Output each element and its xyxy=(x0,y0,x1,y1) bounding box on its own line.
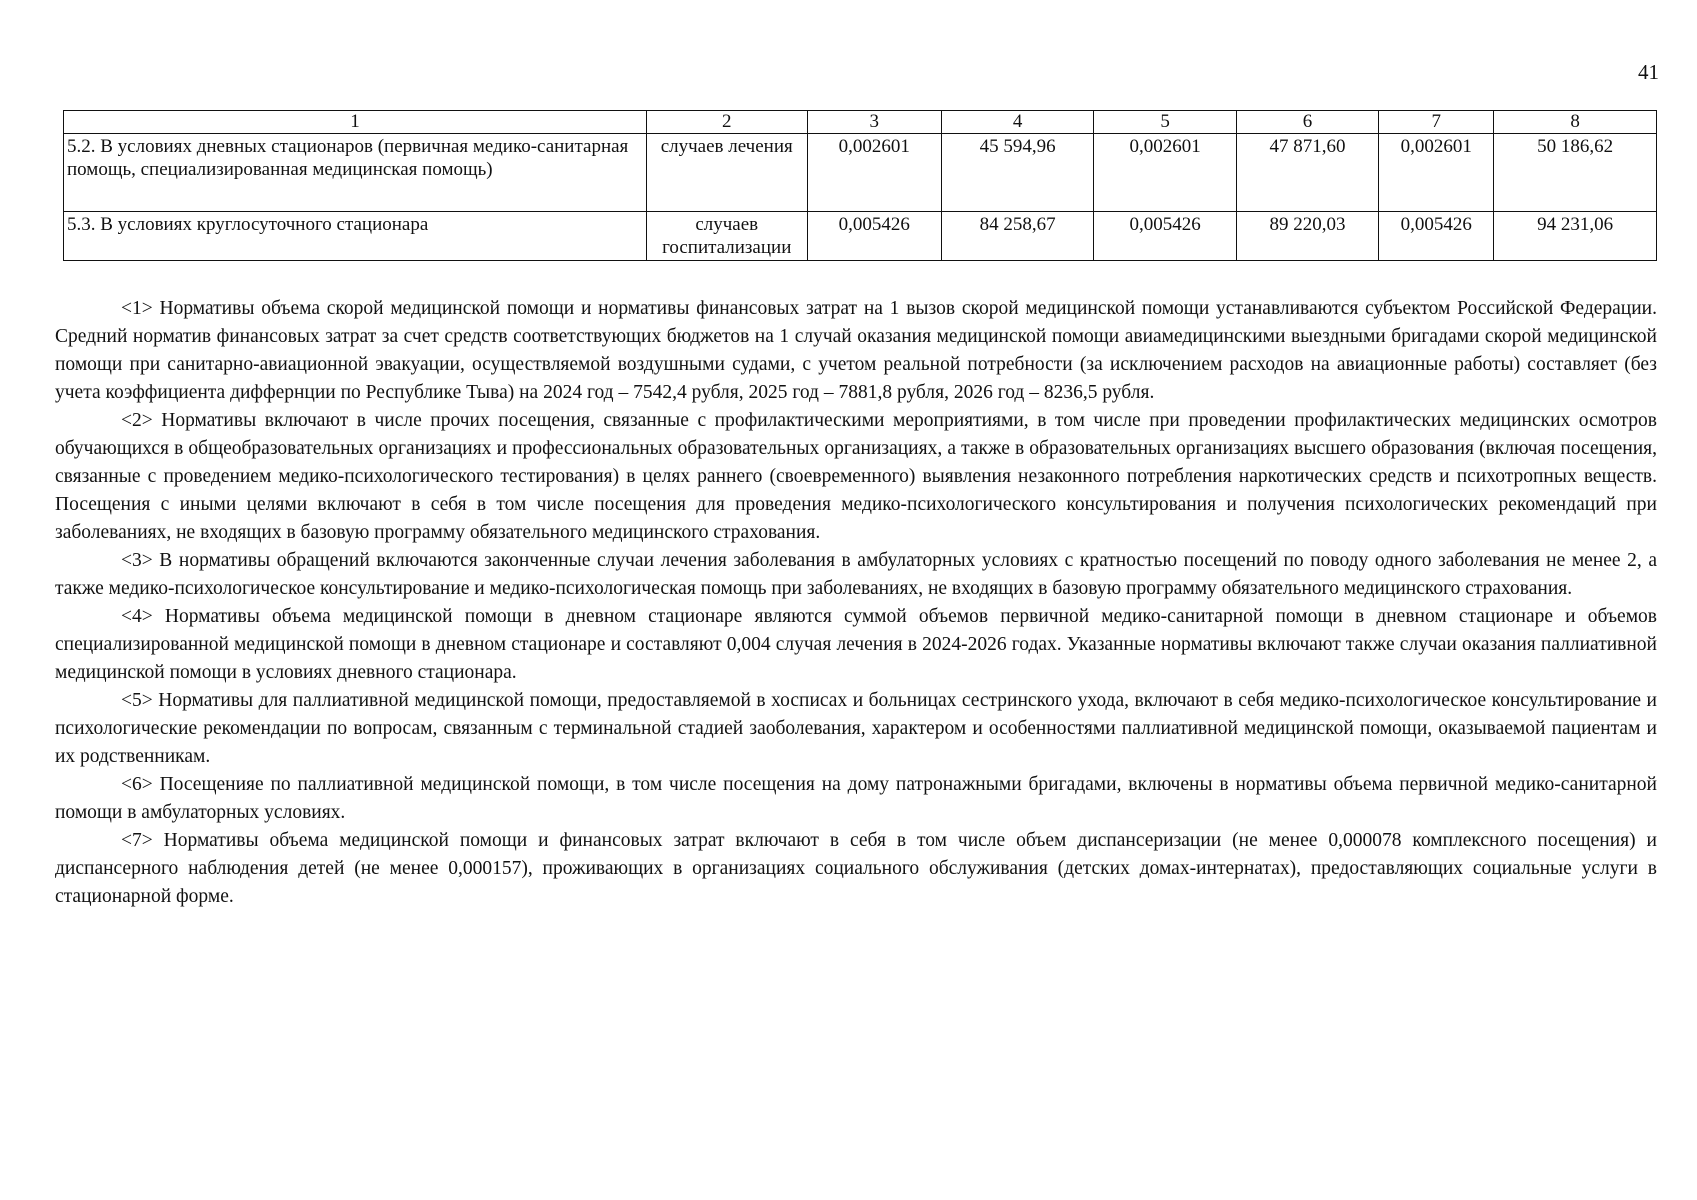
column-number: 7 xyxy=(1379,111,1494,134)
footnote-3: <3> В нормативы обращений включаются законченные случаи лечения заболевания в амбулаторных условиях с кратностью посещений по поводу одного заболевания не менее 2, а также медико-психологическое консультирование и медико-психологическая помощь при заболеваниях, не входящих в базовую программу обязательного медицинского страхования. xyxy=(55,550,1657,599)
row-value: 0,005426 xyxy=(1379,212,1494,261)
row-value: 0,002601 xyxy=(807,134,941,212)
page-number: 41 xyxy=(1638,60,1659,84)
column-number: 6 xyxy=(1236,111,1378,134)
row-value: 0,002601 xyxy=(1094,134,1236,212)
norms-table xyxy=(63,110,1657,261)
table-row xyxy=(64,212,1657,261)
row-value: 84 258,67 xyxy=(941,212,1094,261)
row-value: 89 220,03 xyxy=(1236,212,1378,261)
row-name: 5.2. В условиях дневных стационаров (первичная медико-санитарная помощь, специализированная медицинская помощь) xyxy=(64,134,647,212)
footnote-4: <4> Нормативы объема медицинской помощи в дневном стационаре являются суммой объемов первичной медико-санитарной помощи в дневном стационаре и объемов специализированной медицинской помощи в дневном стационаре и составляют 0,004 случая лечения в 2024-2026 годах. Указанные нормативы включают также случаи оказания паллиативной медицинской помощи в условиях дневного стационара. xyxy=(55,606,1657,683)
footnote-7: <7> Нормативы объема медицинской помощи и финансовых затрат включают в себя в том числе объем диспансеризации (не менее 0,000078 комплексного посещения) и диспансерного наблюдения детей (не менее 0,000157), проживающих в организациях социального обслуживания (детских домах-интернатах), предоставляющих социальные услуги в стационарной форме. xyxy=(55,830,1657,907)
table-header-row xyxy=(64,111,1657,134)
footnote-6: <6> Посещенияе по паллиативной медицинской помощи, в том числе посещения на дому патронажными бригадами, включены в нормативы объема первичной медико-санитарной помощи в амбулаторных условиях. xyxy=(55,774,1657,823)
column-number: 3 xyxy=(807,111,941,134)
row-name: 5.3. В условиях круглосуточного стационара xyxy=(64,212,647,261)
row-unit: случаев лечения xyxy=(646,134,807,212)
row-value: 47 871,60 xyxy=(1236,134,1378,212)
row-value: 50 186,62 xyxy=(1494,134,1657,212)
footnote-5: <5> Нормативы для паллиативной медицинской помощи, предоставляемой в хосписах и больницах сестринского ухода, включают в себя медико-психологическое консультирование и психологические рекомендации по вопросам, связанным с терминальной стадией заоболевания, характером и особенностями паллиативной медицинской помощи, оказываемой пациентам и их родственникам. xyxy=(55,690,1657,767)
row-value: 0,002601 xyxy=(1379,134,1494,212)
row-value: 0,005426 xyxy=(1094,212,1236,261)
column-number: 5 xyxy=(1094,111,1236,134)
column-number: 4 xyxy=(941,111,1094,134)
footnote-2: <2> Нормативы включают в числе прочих посещения, связанные с профилактическими мероприятиями, в том числе при проведении профилактических медицинских осмотров обучающихся в общеобразовательных организациях и профессиональных образовательных организациях, а также в образовательных организациях высшего образования (включая посещения, связанные с проведением медико-психологического тестирования) в целях раннего (своевременного) выявления незаконного потребления наркотических средств и психотропных веществ. Посещения с иными целями включают в себя в том числе посещения для проведения медико-психологического консультирования и получения психологических рекомендаций при заболеваниях, не входящих в базовую программу обязательного медицинского страхования. xyxy=(55,410,1657,543)
footnote-1: <1> Нормативы объема скорой медицинской помощи и нормативы финансовых затрат на 1 вызов скорой медицинской помощи устанавливаются субъектом Российской Федерации. Средний норматив финансовых затрат за счет средств соответствующих бюджетов на 1 случай оказания медицинской помощи авиамедицинскими выездными бригадами скорой медицинской помощи при санитарно-авиационной эвакуации, осуществляемой воздушными судами, с учетом реальной потребности (за исключением расходов на авиационные работы) составляет (без учета коэффициента диффернции по Республике Тыва) на 2024 год – 7542,4 рубля, 2025 год – 7881,8 рубля, 2026 год – 8236,5 рубля. xyxy=(55,298,1657,403)
column-number: 8 xyxy=(1494,111,1657,134)
row-value: 0,005426 xyxy=(807,212,941,261)
row-unit: случаев госпитализации xyxy=(646,212,807,261)
table-row xyxy=(64,134,1657,212)
footnotes xyxy=(55,295,1657,911)
row-value: 45 594,96 xyxy=(941,134,1094,212)
column-number: 1 xyxy=(64,111,647,134)
column-number: 2 xyxy=(646,111,807,134)
row-value: 94 231,06 xyxy=(1494,212,1657,261)
